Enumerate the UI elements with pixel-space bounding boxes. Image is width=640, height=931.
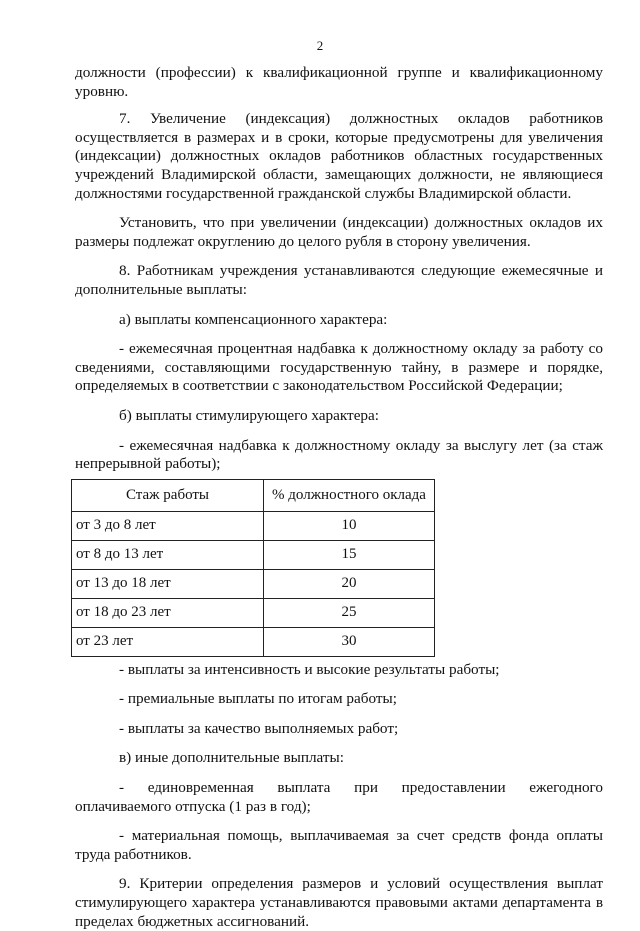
table-row (72, 627, 435, 656)
paragraph-continuation: должности (профессии) к квалификационной группе и квалификационному уровню. (75, 64, 603, 100)
table-cell-percent: 20 (264, 569, 435, 598)
table-cell-percent: 25 (264, 598, 435, 627)
paragraph-8a: а) выплаты компенсационного характера: (119, 310, 388, 328)
paragraph-9: 9. Критерии определения размеров и условий осуществления выплат стимулирующего характера устанавливаются правовыми актами департамента в пределах бюджетных ассигнований. (75, 875, 603, 930)
table-cell-seniority: от 3 до 8 лет (72, 511, 264, 540)
table-row (72, 540, 435, 569)
paragraph-8b-item-4: - выплаты за качество выполняемых работ; (119, 719, 399, 737)
table-row (72, 569, 435, 598)
table-cell-percent: 30 (264, 627, 435, 656)
page-number: 2 (316, 38, 324, 53)
seniority-bonus-table (71, 479, 435, 657)
paragraph-8b-item-2: - выплаты за интенсивность и высокие результаты работы; (119, 660, 500, 678)
table-cell-percent: 10 (264, 511, 435, 540)
document-body (75, 64, 603, 931)
paragraph-8: 8. Работникам учреждения устанавливаются следующие ежемесячные и дополнительные выплаты: (75, 262, 603, 298)
table-header-row (72, 479, 435, 511)
paragraph-7: 7. Увеличение (индексация) должностных окладов работников осуществляется в размерах и в сроки, которые предусмотрены для увеличения (индексации) должностных окладов работников областных государственных учреждений Владимирской области, замещающих должности, не являющиеся должностями государственной гражданской службы Владимирской области. (75, 110, 603, 202)
table-cell-seniority: от 18 до 23 лет (72, 598, 264, 627)
paragraph-8b-item-1: - ежемесячная надбавка к должностному окладу за выслугу лет (за стаж непрерывной работы); (75, 436, 603, 473)
table-row (72, 511, 435, 540)
paragraph-8b-item-3: - премиальные выплаты по итогам работы; (119, 690, 397, 708)
table-cell-seniority: от 8 до 13 лет (72, 540, 264, 569)
table-header-seniority: Стаж работы (72, 479, 264, 511)
paragraph-8c-item-2: - материальная помощь, выплачиваемая за счет средств фонда оплаты труда работников. (75, 827, 603, 863)
table-header-percent: % должностного оклада (264, 479, 435, 511)
paragraph-7-rounding: Установить, что при увеличении (индексации) должностных окладов их размеры подлежат округлению до целого рубля в сторону увеличения. (75, 214, 603, 250)
paragraph-8a-item-1: - ежемесячная процентная надбавка к должностному окладу за работу со сведениями, составляющими государственную тайну, в размере и порядке, определяемых в соответствии с законодательством Российской Федерации; (75, 340, 603, 395)
table-cell-seniority: от 23 лет (72, 627, 264, 656)
table-cell-percent: 15 (264, 540, 435, 569)
paragraph-8c-item-1: - единовременная выплата при предоставлении ежегодного оплачиваемого отпуска (1 раз в год); (75, 779, 603, 815)
paragraph-8b: б) выплаты стимулирующего характера: (119, 406, 379, 424)
paragraph-8c: в) иные дополнительные выплаты: (119, 749, 344, 767)
table-cell-seniority: от 13 до 18 лет (72, 569, 264, 598)
table-row (72, 598, 435, 627)
